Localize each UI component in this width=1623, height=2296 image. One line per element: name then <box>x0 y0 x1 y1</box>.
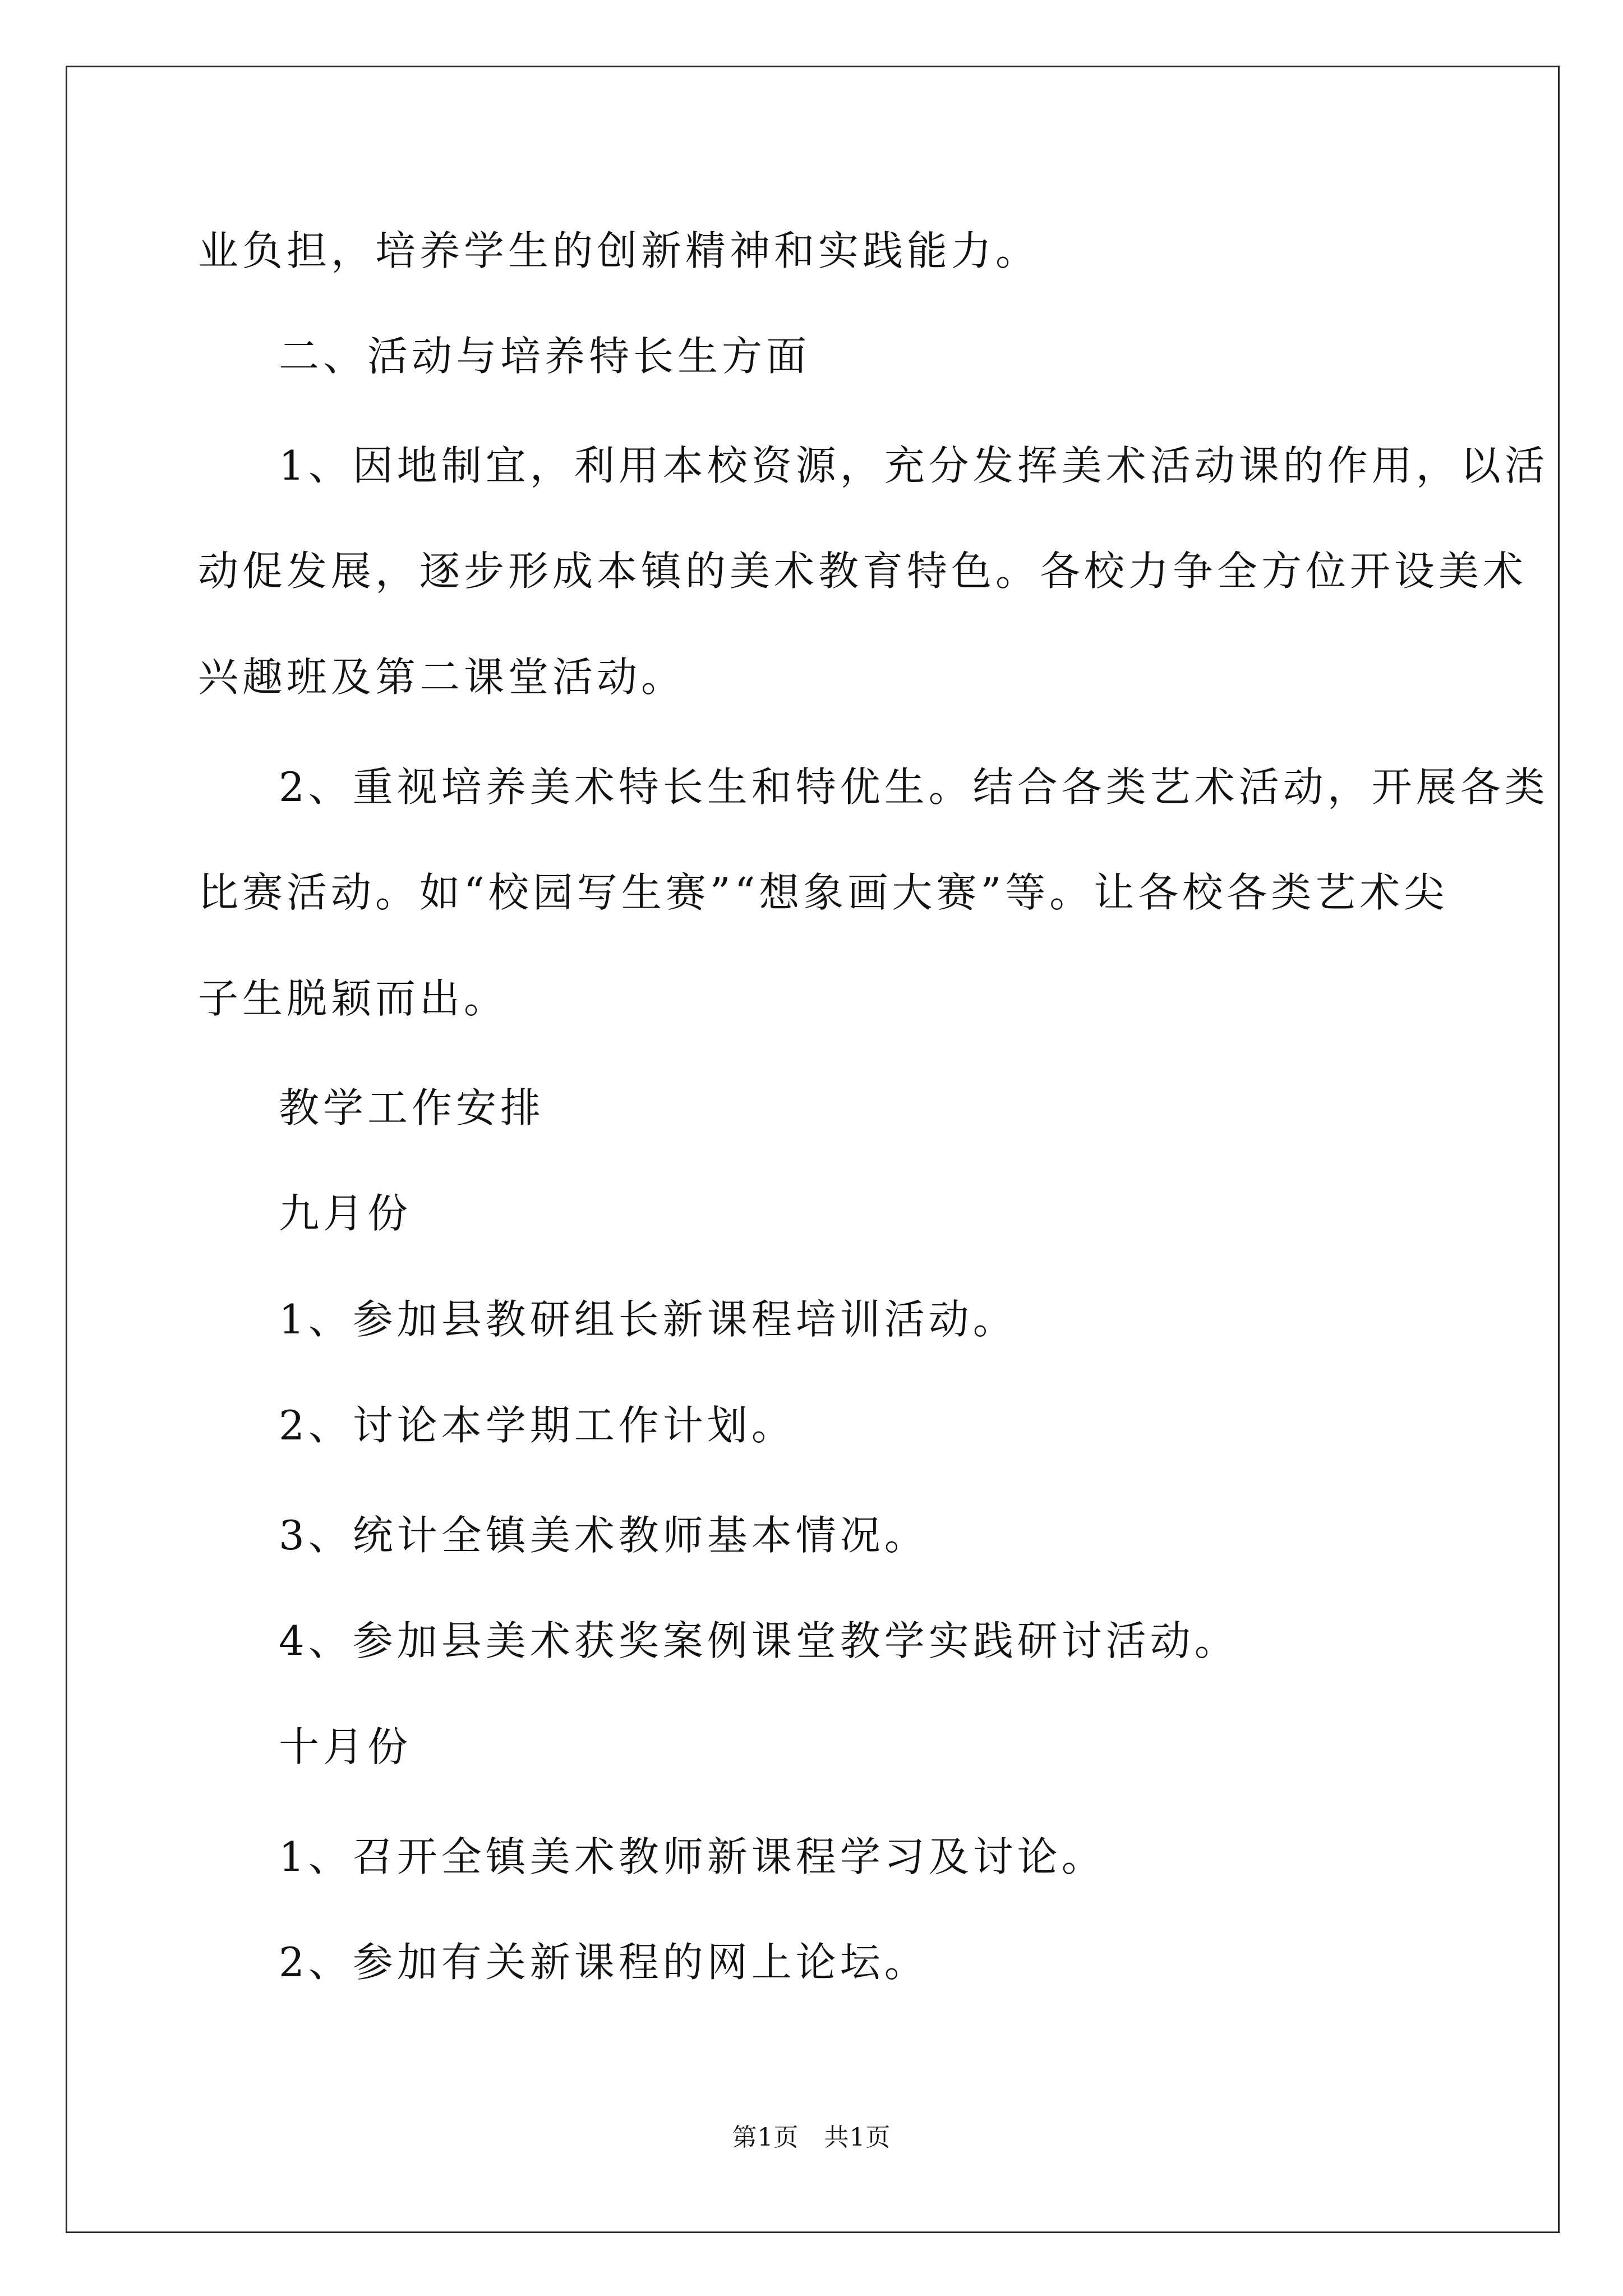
paragraph-line: 2、重视培养美术特长生和特优生。结合各类艺术活动，开展各类 <box>279 763 1549 811</box>
list-item: 2、讨论本学期工作计划。 <box>279 1402 796 1449</box>
page-border <box>66 66 1560 2233</box>
paragraph-line: 兴趣班及第二课堂活动。 <box>198 654 686 701</box>
page-footer: 第1页 共1页 <box>732 2123 891 2152</box>
paragraph-line: 比赛活动。如“校园写生赛”“想象画大赛”等。让各校各类艺术尖 <box>198 869 1449 916</box>
list-item: 1、召开全镇美术教师新课程学习及讨论。 <box>279 1833 1106 1880</box>
list-item: 2、参加有关新课程的网上论坛。 <box>279 1939 929 1986</box>
paragraph-line: 业负担，培养学生的创新精神和实践能力。 <box>198 227 1040 274</box>
list-item: 4、参加县美术获奖案例课堂教学实践研讨活动。 <box>279 1617 1239 1664</box>
month-heading: 十月份 <box>279 1723 412 1770</box>
section-heading: 二、活动与培养特长生方面 <box>279 333 811 380</box>
paragraph-line: 子生脱颖而出。 <box>198 975 509 1022</box>
paragraph-line: 动促发展，逐步形成本镇的美术教育特色。各校力争全方位开设美术 <box>198 547 1528 595</box>
section-heading: 教学工作安排 <box>279 1084 545 1131</box>
paragraph-line: 1、因地制宜，利用本校资源，充分发挥美术活动课的作用，以活 <box>279 442 1549 489</box>
list-item: 1、参加县教研组长新课程培训活动。 <box>279 1296 1017 1343</box>
month-heading: 九月份 <box>279 1190 412 1237</box>
list-item: 3、统计全镇美术教师基本情况。 <box>279 1512 929 1559</box>
